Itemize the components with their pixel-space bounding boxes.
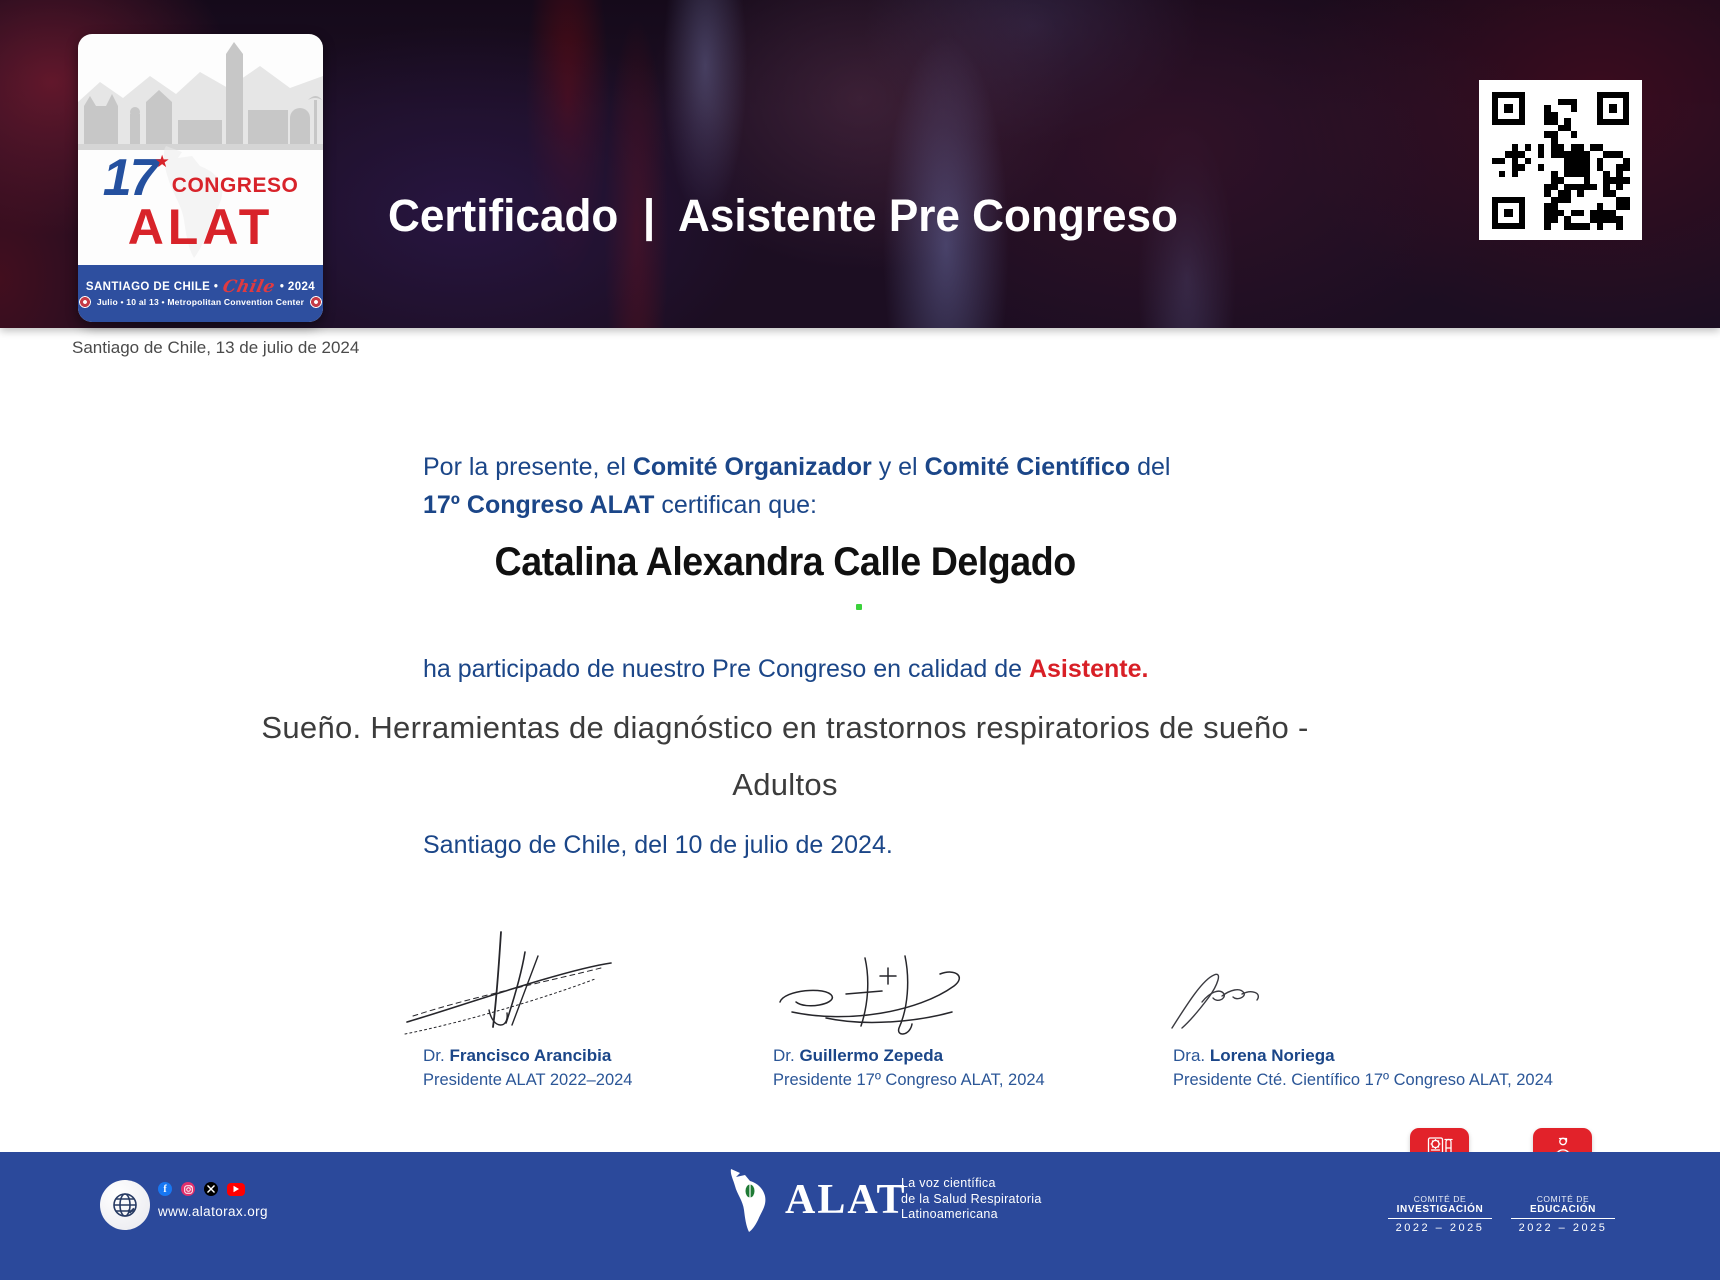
investigation-committee-caption: COMITÉ DE INVESTIGACIÓN 2022 – 2025 [1385,1194,1495,1234]
issue-date: Santiago de Chile, 13 de julio de 2024 [72,338,360,357]
globe-button[interactable] [100,1180,150,1230]
intro-paragraph [423,448,1170,524]
signatory-name: Dr. Francisco Arancibia [423,1046,612,1065]
footer-tagline: La voz científica de la Salud Respiratoria Latinoamericana [901,1176,1042,1221]
santiago-skyline-illustration [78,40,323,150]
course-title-line1: Sueño. Herramientas de diagnóstico en trastornos respiratorios de sueño - [261,710,1309,745]
rosette-icon [79,296,91,308]
committee-scientific: Comité Científico [924,453,1131,481]
qr-pattern [1492,92,1629,229]
website-link[interactable]: www.alatorax.org [158,1204,268,1219]
signatory-role: Presidente Cté. Científico 17º Congreso ALAT, 2024 [1173,1071,1553,1089]
signatory-role: Presidente ALAT 2022–2024 [423,1071,633,1089]
recipient-name: Catalina Alexandra Calle Delgado [494,540,1076,584]
rosette-icon [310,296,322,308]
signatory-name: Dr. Guillermo Zepeda [773,1046,944,1065]
course-title-line2: Adultos [732,767,838,802]
instagram-icon[interactable] [181,1182,195,1196]
congress-logo [78,146,323,264]
x-icon[interactable] [204,1182,218,1196]
alat-word: ALAT [127,199,274,255]
youtube-icon[interactable] [227,1183,245,1196]
signature-image [1162,966,1277,1036]
facebook-icon[interactable]: f [158,1182,172,1196]
globe-icon [109,1189,141,1221]
intro-text: Por la presente, el [423,453,633,481]
signatory-name: Dra. Lorena Noriega [1173,1046,1335,1065]
signatory-role: Presidente 17º Congreso ALAT, 2024 [773,1071,1045,1089]
social-links [158,1182,245,1196]
green-dot [856,604,862,610]
chile-script-word: Chile [221,276,278,297]
intro-text: del [1130,453,1171,481]
role-highlight: Asistente. [1028,655,1149,683]
event-date: Santiago de Chile, del 10 de julio de 2024. [423,831,893,859]
band-details: Julio • 10 al 13 • Metropolitan Convention Center [96,296,305,307]
qr-code [1479,80,1642,240]
participation-text: ha participado de nuestro Pre Congreso en calidad de [423,655,1029,683]
congress-name: 17º Congreso ALAT [423,491,655,519]
signature-image [395,926,630,1040]
course-title [85,699,1485,813]
participation-line [423,650,1148,688]
certificate-title: Certificado | Asistente Pre Congreso [388,190,1179,241]
education-committee-caption: COMITÉ DE EDUCACIÓN 2022 – 2025 [1508,1194,1618,1234]
congress-logo-card [78,34,323,322]
header-banner [0,0,1720,328]
committee-organizer: Comité Organizador [632,453,872,481]
signatory-block [423,1044,632,1092]
star-icon: ★ [154,152,170,171]
signatory-block [1173,1044,1553,1092]
band-year: • 2024 [279,280,316,293]
congress-number: 17 [102,149,157,207]
alat-wordmark: ALAT [785,1177,907,1223]
alat-footer-logo [723,1166,907,1232]
congress-card-band [78,265,323,322]
band-city: SANTIAGO DE CHILE • [85,280,219,293]
signature-image [768,950,973,1040]
congress-word: CONGRESO [171,174,299,197]
intro-text: certifican que: [654,491,817,519]
intro-text: y el [871,453,925,481]
alat-map-logo [723,1166,779,1232]
signatory-block [773,1044,1045,1092]
